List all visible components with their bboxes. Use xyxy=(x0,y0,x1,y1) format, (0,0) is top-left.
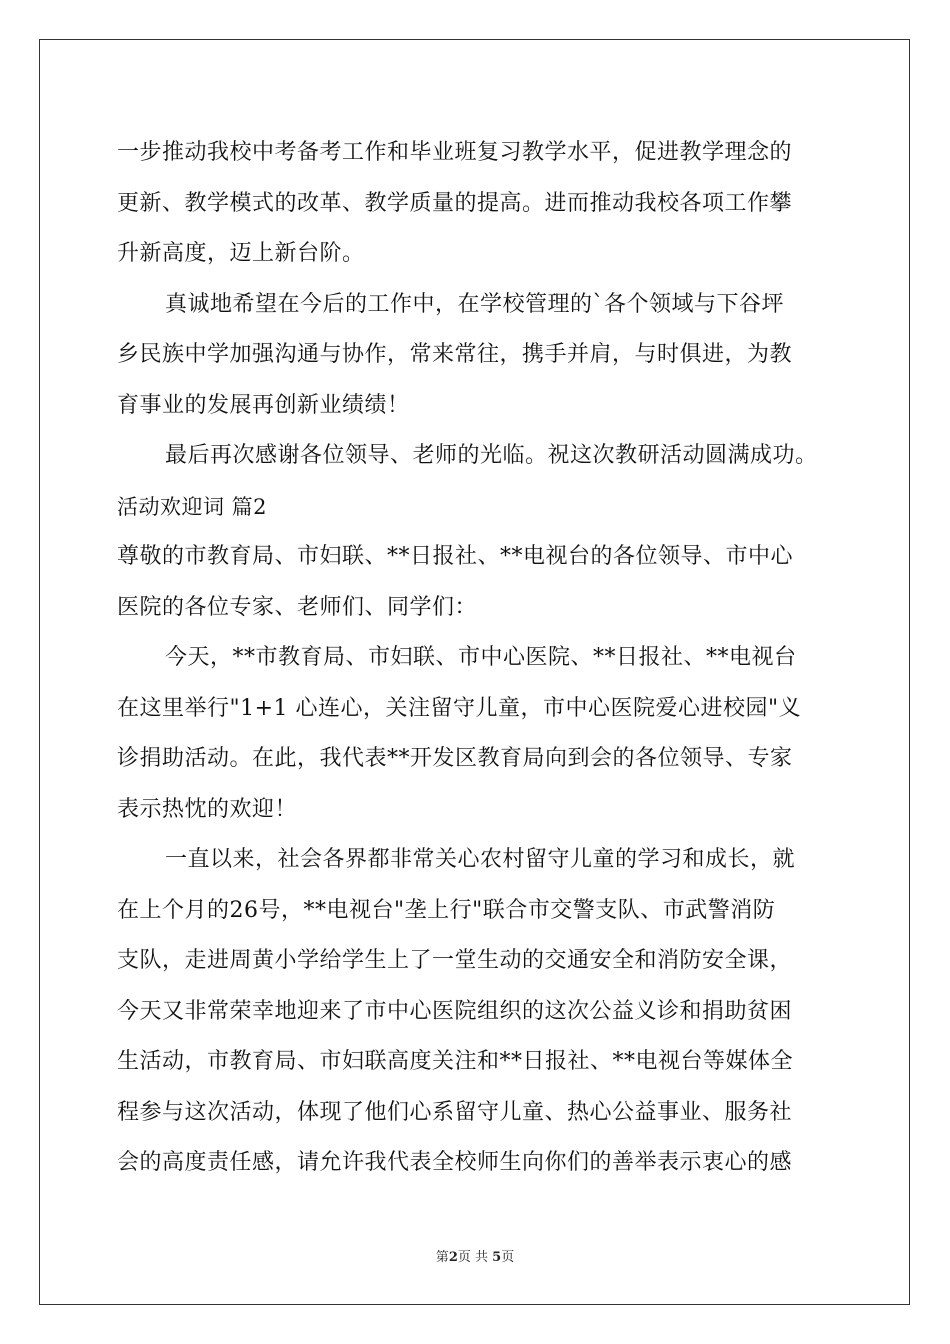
text-line: 今天，**市教育局、市妇联、市中心医院、**日报社、**电视台 xyxy=(165,645,797,670)
page-footer xyxy=(0,1246,950,1265)
document-body xyxy=(117,128,837,1189)
section-heading: 活动欢迎词 篇2 xyxy=(117,494,268,519)
text-line: 医院的各位专家、老师们、同学们： xyxy=(117,594,478,620)
text-line: 更新、教学模式的改革、教学质量的提高。进而推动我校各项工作攀 xyxy=(117,190,793,216)
text-line: 真诚地希望在今后的工作中，在学校管理的`各个领域与下谷坪 xyxy=(165,291,785,317)
text-line: 一步推动我校中考备考工作和毕业班复习教学水平，促进教学理念的 xyxy=(117,140,793,165)
footer-prefix: 第 xyxy=(435,1250,449,1265)
text-line: 支队，走进周黄小学给学生上了一堂生动的交通安全和消防安全课， xyxy=(117,948,793,973)
text-line: 今天又非常荣幸地迎来了市中心医院组织的这次公益义诊和捐助贫困 xyxy=(117,998,793,1024)
text-line: 会的高度责任感，请允许我代表全校师生向你们的善举表示衷心的感 xyxy=(117,1150,793,1175)
current-page-number: 2 xyxy=(448,1250,458,1265)
text-line: 乡民族中学加强沟通与协作，常来常往，携手并肩，与时俱进，为教 xyxy=(117,342,793,367)
text-line: 在这里举行"1+1 心连心，关注留守儿童，市中心医院爱心进校园"义 xyxy=(117,695,802,721)
text-line: 一直以来，社会各界都非常关心农村留守儿童的学习和成长，就 xyxy=(165,847,796,872)
footer-mid: 页 共 xyxy=(457,1250,488,1265)
text-line: 诊捐助活动。在此，我代表**开发区教育局向到会的各位领导、专家 xyxy=(117,746,793,771)
text-line: 在上个月的26号，**电视台"垄上行"联合市交警支队、市武警消防 xyxy=(117,897,776,923)
footer-suffix: 页 xyxy=(501,1250,515,1265)
text-line: 育事业的发展再创新业绩绩！ xyxy=(117,392,410,418)
text-line: 生活动，市教育局、市妇联高度关注和**日报社、**电视台等媒体全 xyxy=(117,1049,794,1074)
text-line: 程参与这次活动，体现了他们心系留守儿童、热心公益事业、服务社 xyxy=(117,1099,793,1125)
text-line: 最后再次感谢各位领导、老师的光临。祝这次教研活动圆满成功。 xyxy=(165,443,818,468)
total-page-number: 5 xyxy=(492,1250,502,1265)
text-line: 表示热忱的欢迎！ xyxy=(117,796,298,822)
text-line: 尊敬的市教育局、市妇联、**日报社、**电视台的各位领导、市中心 xyxy=(117,544,794,569)
text-line: 升新高度，迈上新台阶。 xyxy=(117,241,365,266)
